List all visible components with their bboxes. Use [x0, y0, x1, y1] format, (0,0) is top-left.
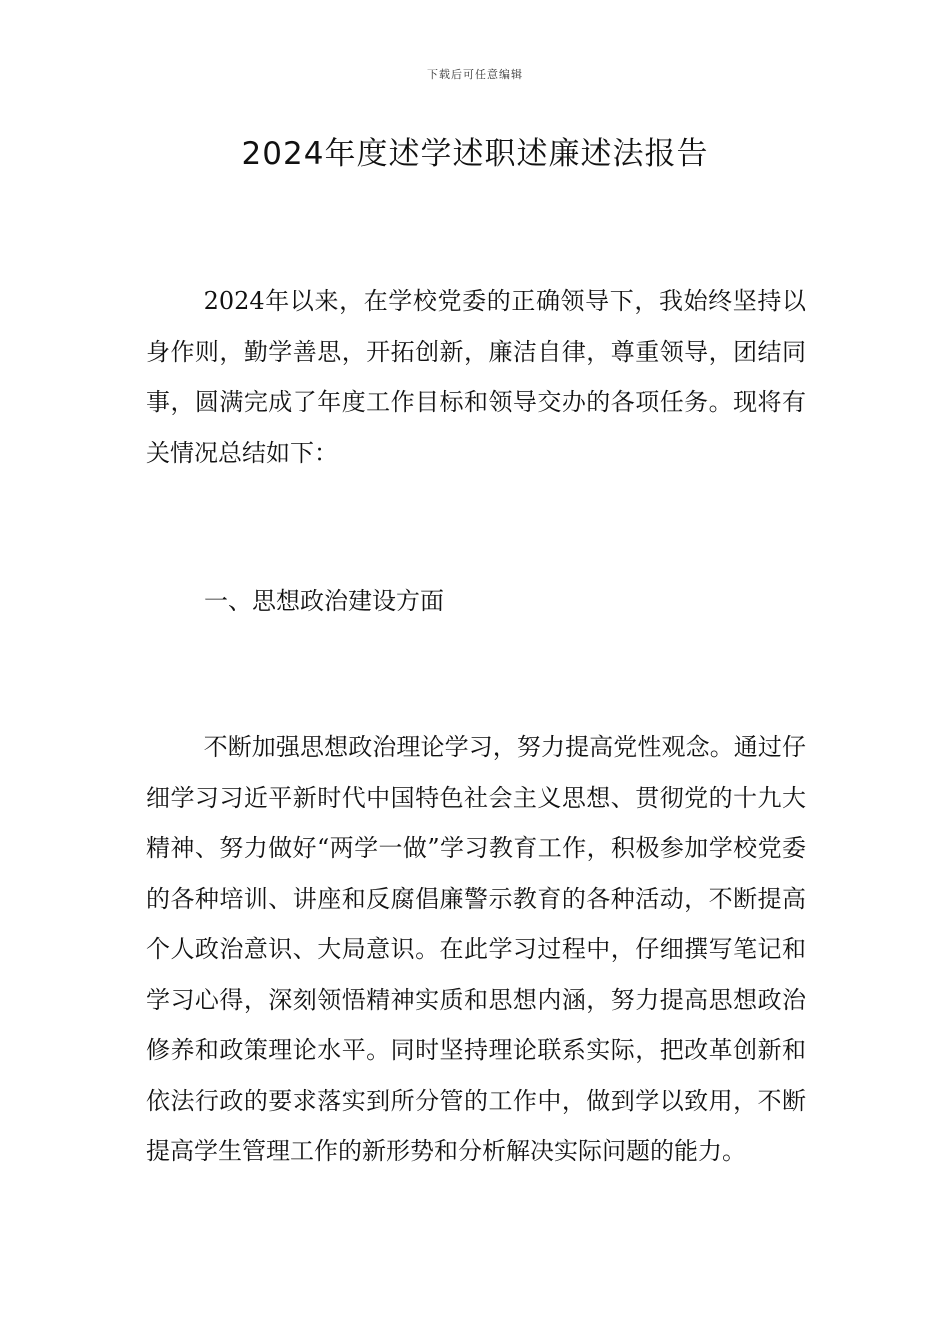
page-header-note: 下载后可任意编辑	[427, 68, 523, 81]
intro-paragraph: 2024年以来，在学校党委的正确领导下，我始终坚持以身作则，勤学善思，开拓创新，廉洁自律，尊重领导，团结同事，圆满完成了年度工作目标和领导交办的各项任务。现将有关情况总结如下：	[146, 287, 806, 467]
section-body-paragraph: 不断加强思想政治理论学习，努力提高党性观念。通过仔细学习习近平新时代中国特色社会主义思想、贯彻党的十九大精神、努力做好“两学一做”学习教育工作，积极参加学校党委的各种培训、讲座和反腐倡廉警示教育的各种活动，不断提高个人政治意识、大局意识。在此学习过程中，仔细撰写笔记和学习心得，深刻领悟精神实质和思想内涵，努力提高思想政治修养和政策理论水平。同时坚持理论联系实际，把改革创新和依法行政的要求落实到所分管的工作中，做到学以致用，不断提高学生管理工作的新形势和分析解决实际问题的能力。	[146, 733, 806, 1165]
section-heading: 一、思想政治建设方面	[204, 587, 444, 615]
document-title: 2024年度述学述职述廉述法报告	[241, 136, 709, 172]
